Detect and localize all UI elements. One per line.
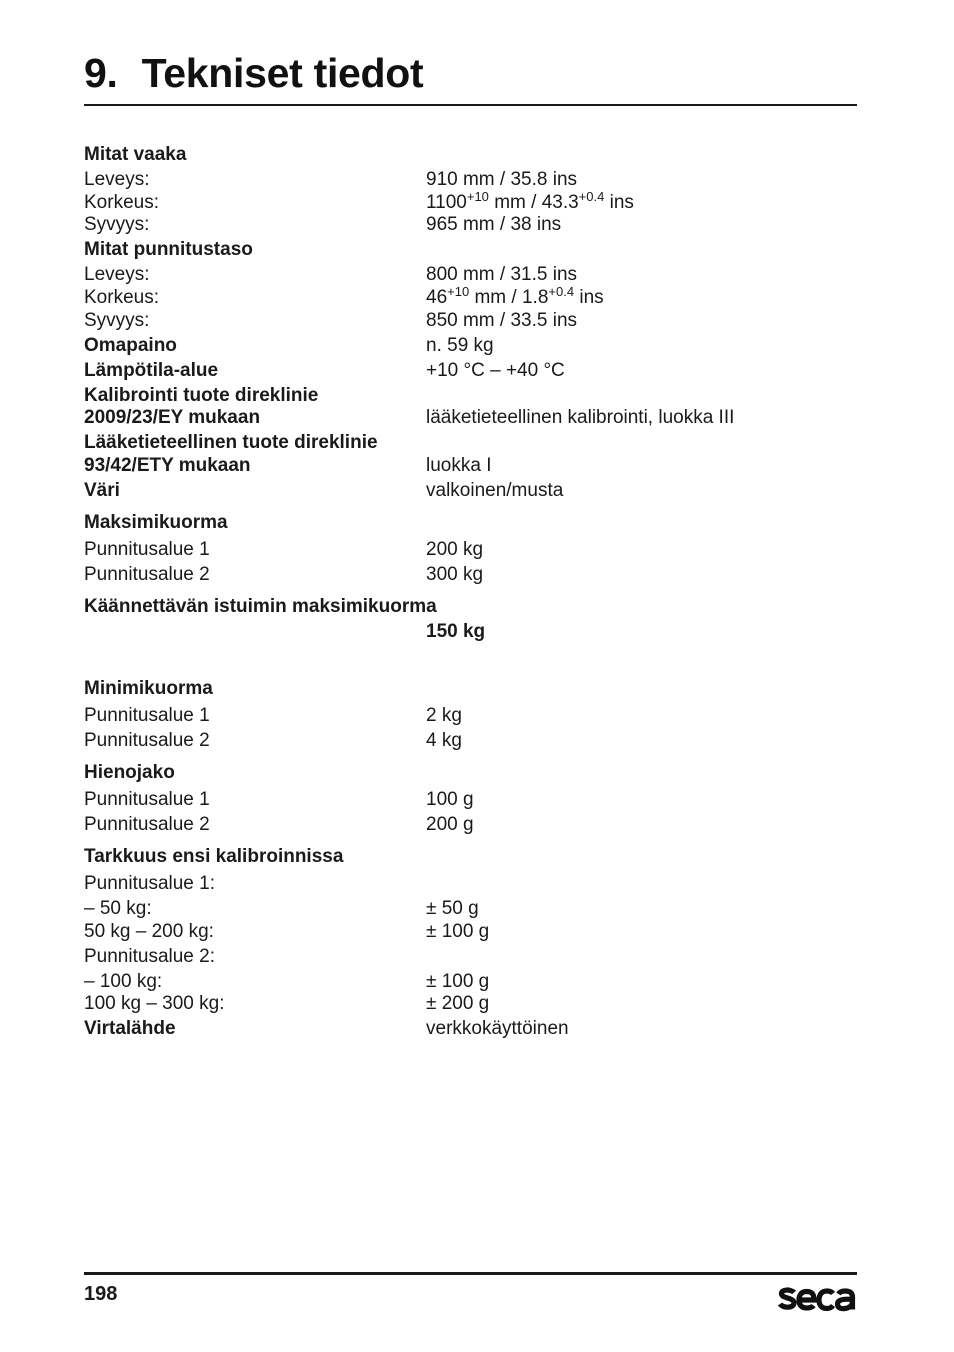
- spec-label: 50 kg – 200 kg:: [84, 921, 214, 942]
- section-number: 9.: [84, 50, 118, 96]
- spec-label: Syvyys:: [84, 310, 150, 331]
- spec-label: Korkeus:: [84, 192, 159, 213]
- spec-label: Punnitusalue 1: [84, 539, 210, 560]
- spec-label: Tarkkuus ensi kalibroinnissa: [84, 846, 344, 867]
- spec-value: +10 °C – +40 °C: [426, 360, 565, 381]
- spec-value: luokka I: [426, 455, 492, 476]
- spec-value: 200 g: [426, 814, 474, 835]
- page-title: [84, 50, 423, 97]
- section-title: Tekniset tiedot: [141, 50, 424, 96]
- value-part: ins: [574, 287, 604, 308]
- header-rule: [84, 104, 857, 106]
- spec-label: Lämpötila-alue: [84, 360, 219, 381]
- spec-label: Maksimikuorma: [84, 512, 228, 533]
- spec-value: n. 59 kg: [426, 335, 494, 356]
- value-part: 46: [426, 287, 448, 308]
- spec-label: Hienojako: [84, 762, 175, 783]
- spec-value: 150 kg: [426, 621, 486, 642]
- spec-label: Punnitusalue 2: [84, 814, 210, 835]
- spec-label: 100 kg – 300 kg:: [84, 993, 225, 1014]
- spec-value: 200 kg: [426, 539, 484, 560]
- spec-label: – 50 kg:: [84, 898, 152, 919]
- spec-label: – 100 kg:: [84, 971, 163, 992]
- spec-label: Lääketieteellinen tuote direklinie: [84, 432, 378, 453]
- spec-label: Punnitusalue 2: [84, 564, 210, 585]
- footer-rule: [84, 1272, 857, 1275]
- spec-value: ± 100 g: [426, 971, 490, 992]
- tolerance-superscript: +0.4: [578, 189, 605, 204]
- spec-label: Leveys:: [84, 169, 150, 190]
- spec-label: Mitat vaaka: [84, 144, 187, 165]
- spec-label: Minimikuorma: [84, 678, 213, 699]
- spec-label: Punnitusalue 2: [84, 730, 210, 751]
- spec-value: 300 kg: [426, 564, 484, 585]
- spec-value: 4 kg: [426, 730, 462, 751]
- value-part: mm / 1.8: [469, 287, 549, 308]
- spec-value: verkkokäyttöinen: [426, 1018, 569, 1039]
- spec-label: Punnitusalue 1: [84, 705, 210, 726]
- spec-value: 2 kg: [426, 705, 462, 726]
- spec-label: 2009/23/EY mukaan: [84, 407, 261, 428]
- value-part: 1100: [426, 192, 467, 213]
- spec-label: Syvyys:: [84, 214, 150, 235]
- spec-label: Punnitusalue 1: [84, 789, 210, 810]
- tolerance-superscript: +10: [466, 189, 489, 204]
- spec-label: Leveys:: [84, 264, 150, 285]
- tolerance-superscript: +0.4: [548, 284, 575, 299]
- seca-logo: [778, 1270, 858, 1312]
- value-part: ins: [604, 192, 634, 213]
- spec-label: Mitat punnitustaso: [84, 239, 253, 260]
- spec-label: 93/42/ETY mukaan: [84, 455, 251, 476]
- spec-value: 800 mm / 31.5 ins: [426, 264, 578, 285]
- tolerance-superscript: +10: [447, 284, 470, 299]
- spec-value: ± 100 g: [426, 921, 490, 942]
- spec-value: ± 50 g: [426, 898, 479, 919]
- spec-value: 910 mm / 35.8 ins: [426, 169, 578, 190]
- spec-value: 850 mm / 33.5 ins: [426, 310, 578, 331]
- spec-label: Korkeus:: [84, 287, 159, 308]
- spec-label: Kalibrointi tuote direklinie: [84, 385, 319, 406]
- page-number: 198: [84, 1283, 118, 1305]
- spec-value: [426, 191, 634, 214]
- spec-label: Punnitusalue 1:: [84, 873, 215, 894]
- spec-label: Virtalähde: [84, 1018, 176, 1039]
- spec-label: Punnitusalue 2:: [84, 946, 215, 967]
- spec-value: lääketieteellinen kalibrointi, luokka III: [426, 407, 735, 428]
- spec-value: ± 200 g: [426, 993, 490, 1014]
- spec-label: Käännettävän istuimin maksimikuorma: [84, 596, 437, 617]
- spec-value: [426, 286, 604, 309]
- spec-label: Väri: [84, 480, 120, 501]
- spec-value: valkoinen/musta: [426, 480, 564, 501]
- value-part: mm / 43.3: [488, 192, 579, 213]
- spec-label: Omapaino: [84, 335, 177, 356]
- spec-value: 100 g: [426, 789, 474, 810]
- spec-value: 965 mm / 38 ins: [426, 214, 562, 235]
